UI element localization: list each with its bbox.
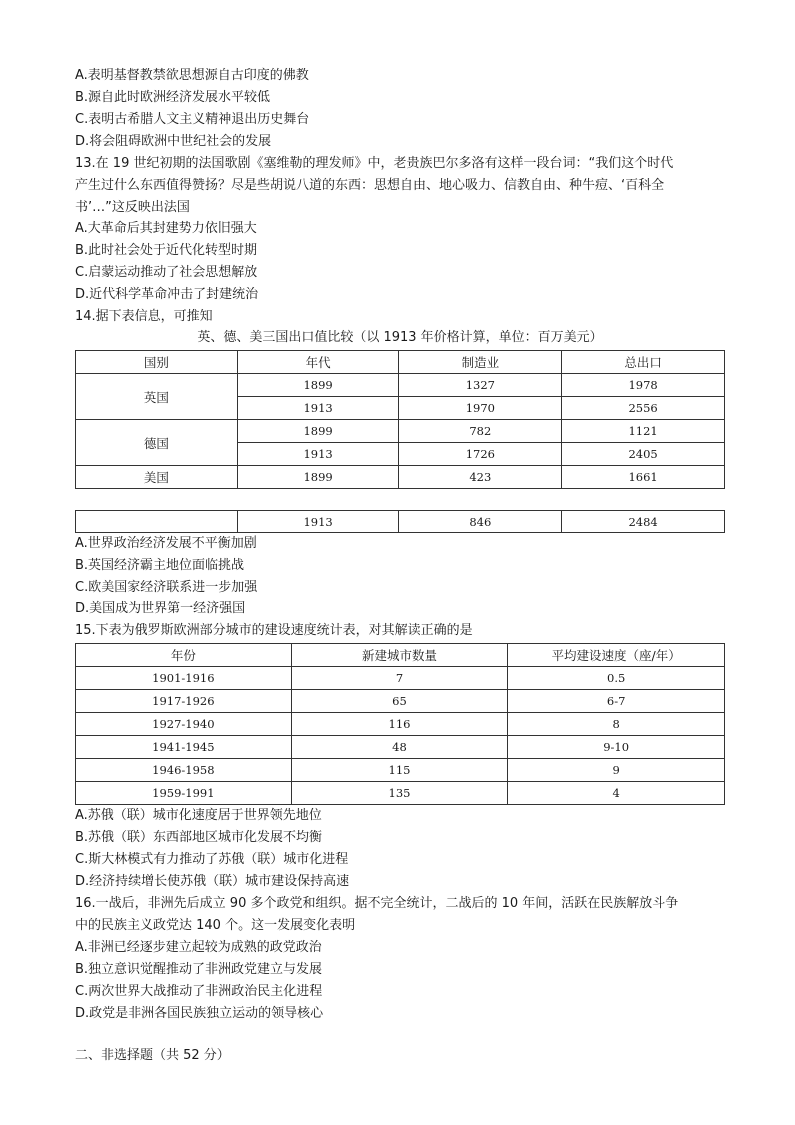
table-row	[76, 759, 725, 782]
q15-option-b: B.苏俄（联）东西部地区城市化发展不均衡	[75, 830, 323, 845]
table-row	[76, 420, 725, 443]
year-cell: 1913	[237, 397, 399, 420]
table-row	[76, 466, 725, 489]
q13-stem-line2: 产生过什么东西值得赞扬？尽是些胡说八道的东西：思想自由、地心吸力、信教自由、种牛痘、‘百科全	[75, 178, 665, 193]
table-row	[76, 374, 725, 397]
year-cell: 1899	[237, 420, 399, 443]
manufacturing-cell: 423	[399, 466, 562, 489]
speed-cell: 9	[508, 759, 725, 782]
speed-cell: 8	[508, 713, 725, 736]
header-avg-speed: 平均建设速度（座/年）	[508, 644, 725, 667]
q14-option-d: D.美国成为世界第一经济强国	[75, 601, 246, 616]
country-cell	[76, 511, 238, 533]
q13-option-b: B.此时社会处于近代化转型时期	[75, 243, 258, 258]
q15-stem: 15.下表为俄罗斯欧洲部分城市的建设速度统计表，对其解读正确的是	[75, 623, 473, 638]
q13-stem-line1: 13.在 19 世纪初期的法国歌剧《塞维勒的理发师》中，老贵族巴尔多洛有这样一段台词：“我们这个时代	[75, 156, 674, 171]
total-cell: 1661	[562, 466, 725, 489]
header-total-export: 总出口	[562, 351, 725, 374]
q16-option-c: C.两次世界大战推动了非洲政治民主化进程	[75, 984, 323, 999]
manufacturing-cell: 782	[399, 420, 562, 443]
speed-cell: 6-7	[508, 690, 725, 713]
count-cell: 7	[291, 667, 508, 690]
q14-option-b: B.英国经济霸主地位面临挑战	[75, 558, 245, 573]
table-row	[76, 782, 725, 805]
country-cell: 德国	[76, 420, 238, 466]
export-table-continued	[75, 510, 725, 533]
year-cell: 1913	[237, 511, 399, 533]
q13-option-c: C.启蒙运动推动了社会思想解放	[75, 265, 258, 280]
period-cell: 1959-1991	[76, 782, 292, 805]
total-cell: 2405	[562, 443, 725, 466]
table-row	[76, 690, 725, 713]
manufacturing-cell: 1726	[399, 443, 562, 466]
q13-option-d: D.近代科学革命冲击了封建统治	[75, 287, 259, 302]
total-cell: 1121	[562, 420, 725, 443]
manufacturing-cell: 1327	[399, 374, 562, 397]
country-cell: 英国	[76, 374, 238, 420]
header-year: 年代	[237, 351, 399, 374]
table-row	[76, 667, 725, 690]
period-cell: 1941-1945	[76, 736, 292, 759]
speed-cell: 0.5	[508, 667, 725, 690]
country-cell: 美国	[76, 466, 238, 489]
table-row	[76, 511, 725, 533]
q12-option-b: B.源自此时欧洲经济发展水平较低	[75, 90, 271, 105]
q14-stem: 14.据下表信息，可推知	[75, 309, 213, 324]
q13-option-a: A.大革命后其封建势力依旧强大	[75, 221, 257, 236]
header-country: 国别	[76, 351, 238, 374]
q14-option-a: A.世界政治经济发展不平衡加剧	[75, 536, 257, 551]
table-row	[76, 713, 725, 736]
total-cell: 2484	[562, 511, 725, 533]
count-cell: 135	[291, 782, 508, 805]
count-cell: 116	[291, 713, 508, 736]
q16-stem-line2: 中的民族主义政党达 140 个。这一发展变化表明	[75, 918, 356, 933]
q13-stem-line3: 书’…”这反映出法国	[75, 200, 190, 215]
period-cell: 1946-1958	[76, 759, 292, 782]
speed-cell: 9-10	[508, 736, 725, 759]
q15-option-c: C.斯大林模式有力推动了苏俄（联）城市化进程	[75, 852, 349, 867]
q16-option-b: B.独立意识觉醒推动了非洲政党建立与发展	[75, 962, 323, 977]
q16-stem-line1: 16.一战后，非洲先后成立 90 多个政党和组织。据不完全统计，二战后的 10 年间，活跃在民族解放斗争	[75, 896, 679, 911]
q16-option-a: A.非洲已经逐步建立起较为成熟的政党政治	[75, 940, 322, 955]
period-cell: 1917-1926	[76, 690, 292, 713]
year-cell: 1899	[237, 466, 399, 489]
q12-option-d: D.将会阻碍欧洲中世纪社会的发展	[75, 134, 272, 149]
header-manufacturing: 制造业	[399, 351, 562, 374]
export-table	[75, 350, 725, 489]
table-row	[76, 736, 725, 759]
q12-option-a: A.表明基督教禁欲思想源自古印度的佛教	[75, 68, 309, 83]
q12-option-c: C.表明古希腊人文主义精神退出历史舞台	[75, 112, 310, 127]
total-cell: 1978	[562, 374, 725, 397]
header-period: 年份	[76, 644, 292, 667]
q14-option-c: C.欧美国家经济联系进一步加强	[75, 580, 258, 595]
count-cell: 65	[291, 690, 508, 713]
period-cell: 1901-1916	[76, 667, 292, 690]
q15-option-d: D.经济持续增长使苏俄（联）城市建设保持高速	[75, 874, 350, 889]
total-cell: 2556	[562, 397, 725, 420]
manufacturing-cell: 846	[399, 511, 562, 533]
section-title: 二、非选择题（共 52 分）	[75, 1048, 230, 1063]
header-new-cities: 新建城市数量	[291, 644, 508, 667]
period-cell: 1927-1940	[76, 713, 292, 736]
q16-option-d: D.政党是非洲各国民族独立运动的领导核心	[75, 1006, 324, 1021]
q15-option-a: A.苏俄（联）城市化速度居于世界领先地位	[75, 808, 322, 823]
manufacturing-cell: 1970	[399, 397, 562, 420]
count-cell: 115	[291, 759, 508, 782]
year-cell: 1899	[237, 374, 399, 397]
count-cell: 48	[291, 736, 508, 759]
city-construction-table	[75, 643, 725, 805]
q14-table-caption: 英、德、美三国出口值比较（以 1913 年价格计算，单位：百万美元）	[197, 330, 603, 345]
speed-cell: 4	[508, 782, 725, 805]
year-cell: 1913	[237, 443, 399, 466]
